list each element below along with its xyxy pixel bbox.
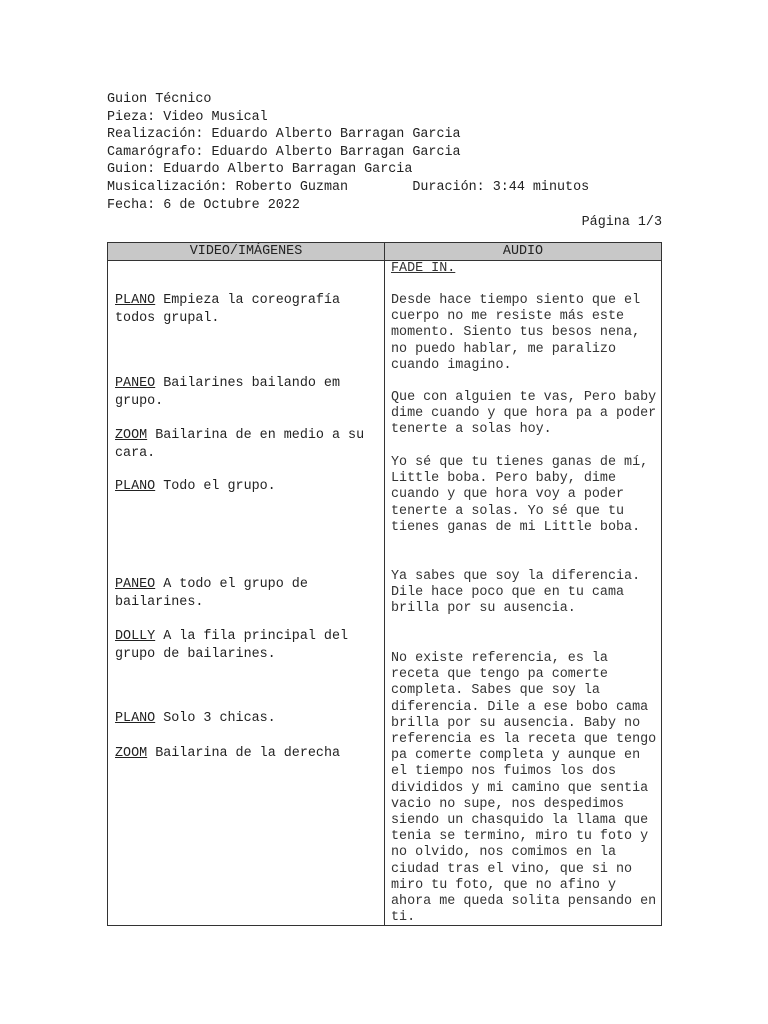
shot-type: PANEO bbox=[115, 577, 156, 592]
shot-description: Bailarina de la derecha bbox=[147, 746, 341, 761]
video-shot bbox=[115, 628, 380, 663]
audio-lyric-block: No existe referencia, es la receta que tengo pa comerte completa. Sabes que soy la diferencia. Dile a ese bobo cama brilla por su ausencia. Baby no referencia es la receta que tengo pa comerte completa y aunque en el tiempo nos fuimos los dos divididos y mi camino que sentia vacio no supe, nos despedimos siendo un chasquido la llama que tenia se termino, miro tu foto y no olvido, nos comimos en la ciudad tras el vino, que si no miro tu foto, que no afino y ahora me queda solita pensando en ti. bbox=[391, 651, 657, 926]
header-direction: Realización: Eduardo Alberto Barragan Garcia bbox=[107, 127, 461, 143]
audio-lyric-block: Yo sé que tu tienes ganas de mí, Little boba. Pero baby, dime cuando y que hora voy a poder tenerte a solas. Yo sé que tu tienes ganas de mi Little boba. bbox=[391, 455, 649, 535]
video-shot bbox=[115, 427, 380, 462]
video-shot bbox=[115, 375, 380, 410]
video-cell bbox=[108, 261, 385, 926]
shot-type: PLANO bbox=[115, 293, 156, 308]
shot-description: Empieza la coreografía todos grupal. bbox=[115, 293, 341, 326]
shot-description: A la fila principal del grupo de bailarines. bbox=[115, 629, 349, 662]
shot-type: PANEO bbox=[115, 376, 156, 391]
audio-fade-in: FADE IN. bbox=[391, 261, 456, 276]
shot-type: PLANO bbox=[115, 479, 156, 494]
shot-type: ZOOM bbox=[115, 746, 148, 761]
video-shot bbox=[115, 292, 380, 327]
audio-cell bbox=[385, 261, 662, 926]
audio-lyric-block: Ya sabes que soy la diferencia. Dile hace poco que en tu cama brilla por su ausencia. bbox=[391, 569, 641, 617]
shot-description: Bailarina de en medio a su cara. bbox=[115, 428, 365, 461]
header-piece: Pieza: Video Musical bbox=[107, 109, 268, 125]
video-column-header: VIDEO/IMÁGENES bbox=[108, 243, 385, 261]
page-number: Página 1/3 bbox=[581, 215, 662, 231]
audio-lyric-block: Desde hace tiempo siento que el cuerpo no me resiste más este momento. Siento tus besos nena, no puedo hablar, me paralizo cuando imagino. bbox=[391, 293, 641, 373]
header-camera: Camarógrafo: Eduardo Alberto Barragan Garcia bbox=[107, 144, 461, 160]
script-table bbox=[107, 242, 662, 926]
shot-description: A todo el grupo de bailarines. bbox=[115, 577, 308, 610]
video-shot bbox=[115, 745, 380, 763]
video-shot bbox=[115, 478, 380, 496]
header-date: Fecha: 6 de Octubre 2022 bbox=[107, 197, 300, 213]
audio-lyric-block: Que con alguien te vas, Pero baby dime cuando y que hora pa a poder tenerte a solas hoy. bbox=[391, 390, 657, 438]
header-title: Guion Técnico bbox=[107, 92, 212, 107]
document-header bbox=[107, 91, 662, 232]
shot-type: ZOOM bbox=[115, 428, 148, 443]
shot-type: PLANO bbox=[115, 711, 156, 726]
header-music-duration: Musicalización: Roberto Guzman Duración: 3:44 minutos bbox=[107, 179, 590, 195]
header-script: Guion: Eduardo Alberto Barragan Garcia bbox=[107, 162, 413, 178]
shot-description: Solo 3 chicas. bbox=[155, 711, 276, 726]
shot-type: DOLLY bbox=[115, 629, 156, 644]
video-shot bbox=[115, 576, 380, 611]
shot-description: Todo el grupo. bbox=[155, 479, 276, 494]
audio-column-header: AUDIO bbox=[385, 243, 662, 261]
video-shot bbox=[115, 710, 380, 728]
shot-description: Bailarines bailando em grupo. bbox=[115, 376, 341, 409]
